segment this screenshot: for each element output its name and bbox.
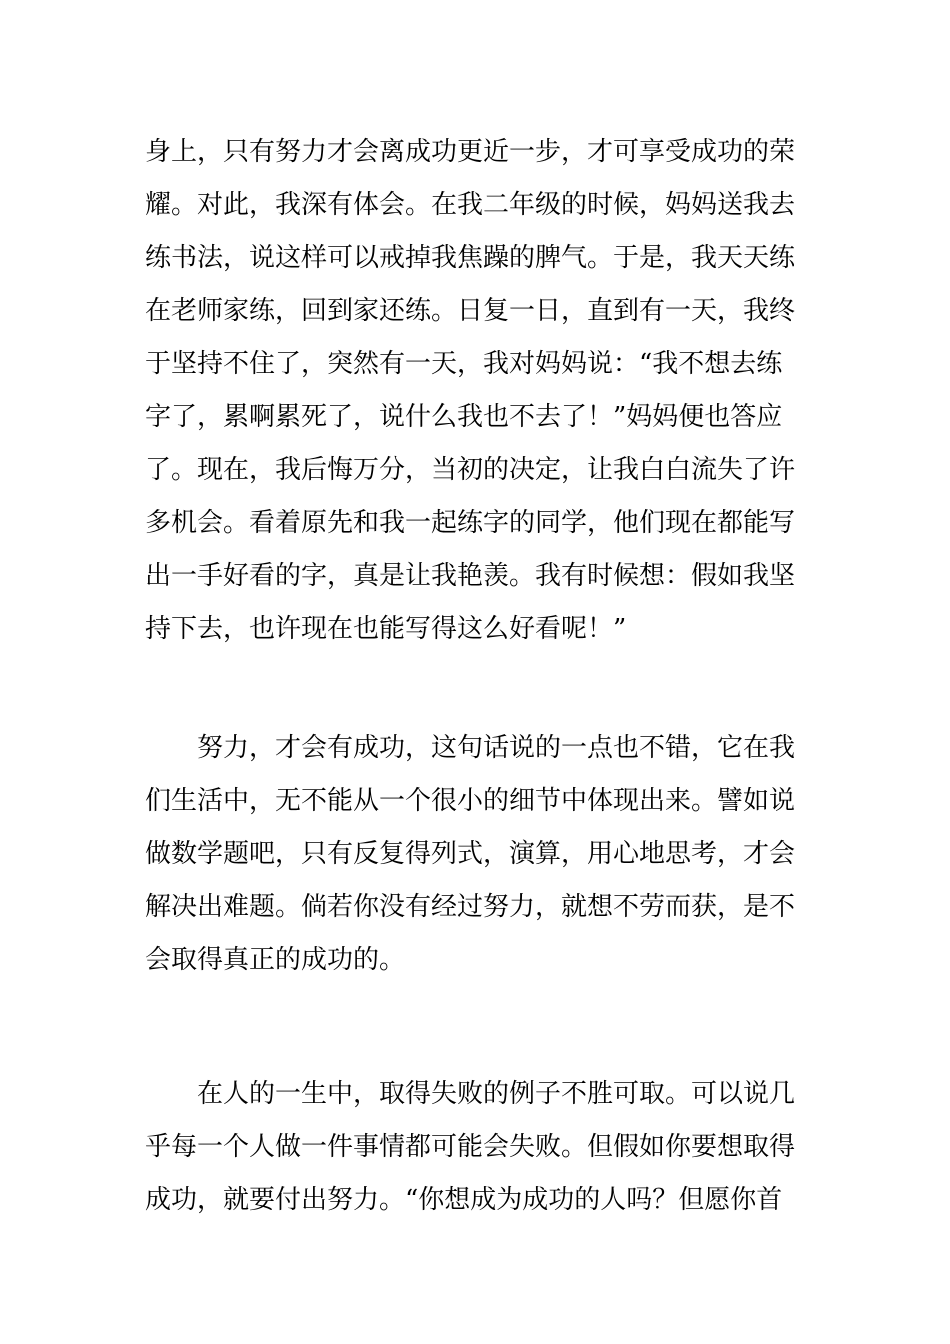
paragraph-line: 了。现在，我后悔万分，当初的决定，让我白白流失了许 [145, 455, 796, 485]
paragraph-line: 多机会。看着原先和我一起练字的同学，他们现在都能写 [145, 508, 796, 538]
paragraph-line: 于坚持不住了，突然有一天，我对妈妈说：“我不想去练 [145, 349, 783, 379]
paragraph-line: 出一手好看的字，真是让我艳羡。我有时候想：假如我坚 [145, 561, 796, 591]
paragraph-line: 们生活中，无不能从一个很小的细节中体现出来。譬如说 [145, 786, 796, 816]
paragraph-line: 会取得真正的成功的。 [145, 945, 406, 975]
paragraph-line: 乎每一个人做一件事情都可能会失败。但假如你要想取得 [145, 1132, 796, 1162]
paragraph-line: 成功，就要付出努力。“你想成为成功的人吗？但愿你首 [145, 1185, 783, 1215]
paragraph-line: 耀。对此，我深有体会。在我二年级的时候，妈妈送我去 [145, 190, 796, 220]
paragraph-1 [145, 126, 815, 656]
paragraph-3 [145, 1068, 815, 1227]
paragraph-line: 做数学题吧，只有反复得列式，演算，用心地思考，才会 [145, 839, 796, 869]
paragraph-line: 练书法，说这样可以戒掉我焦躁的脾气。于是，我天天练 [145, 243, 796, 273]
paragraph-line: 身上，只有努力才会离成功更近一步，才可享受成功的荣 [145, 137, 796, 167]
paragraph-line: 在人的一生中，取得失败的例子不胜可取。可以说几 [197, 1079, 796, 1109]
paragraph-line: 努力，才会有成功，这句话说的一点也不错，它在我 [197, 733, 796, 763]
paragraph-line: 在老师家练，回到家还练。日复一日，直到有一天，我终 [145, 296, 796, 326]
paragraph-line: 字了，累啊累死了，说什么我也不去了！”妈妈便也答应 [145, 402, 783, 432]
paragraph-line: 持下去，也许现在也能写得这么好看呢！” [145, 614, 627, 644]
paragraph-line: 解决出难题。倘若你没有经过努力，就想不劳而获，是不 [145, 892, 796, 922]
paragraph-2 [145, 722, 815, 987]
